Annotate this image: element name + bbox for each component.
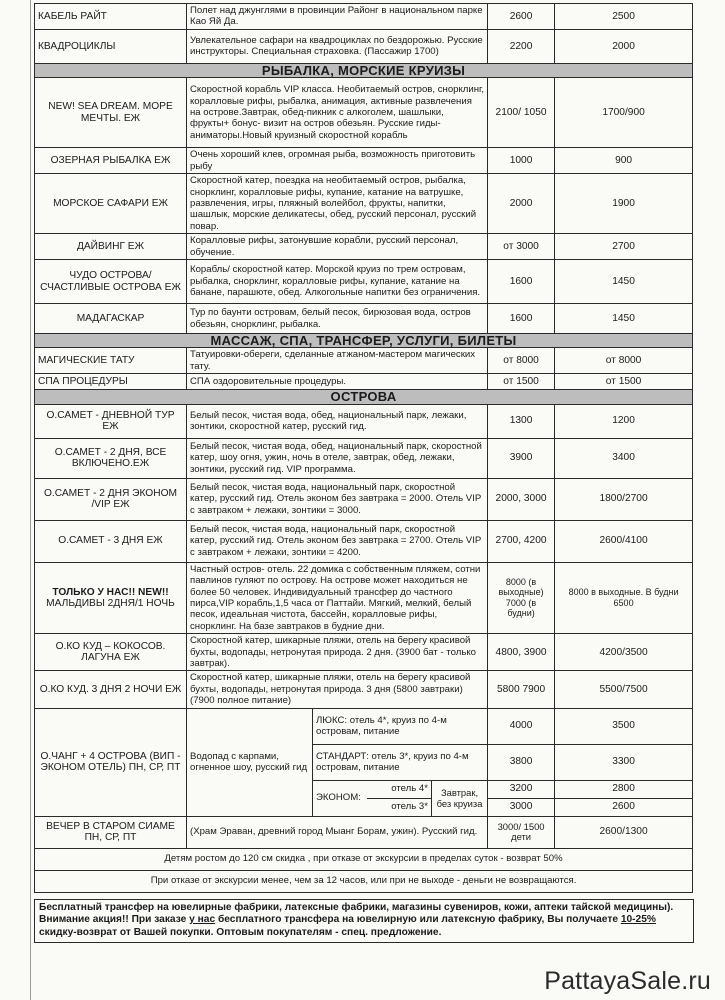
price-2: 2800 bbox=[555, 780, 693, 798]
price-2: от 8000 bbox=[555, 348, 693, 374]
tour-description: Белый песок, чистая вода, обед, национальный парк, скоростной катер, шоу огня, ужин, ночь в отеле, завтрак, обед, лежаки, зонтики, русский гид. VIP программа. bbox=[187, 438, 488, 478]
table-row bbox=[35, 520, 693, 562]
table-row bbox=[35, 438, 693, 478]
section-title: МАССАЖ, СПА, ТРАНСФЕР, УСЛУГИ, БИЛЕТЫ bbox=[35, 334, 693, 348]
tour-name: КАБЕЛЬ РАЙТ bbox=[35, 4, 187, 30]
tour-description: Корабль/ скоростной катер. Морской круиз по трем островам, рыбалка, снорклинг, коралловые рифы, купание, катание на банане, парашюте, обед. Алкогольные напитки без ограничения. bbox=[187, 260, 488, 304]
price-2: 1700/900 bbox=[555, 78, 693, 148]
page-edge-line bbox=[30, 0, 31, 1000]
price-1: 4800, 3900 bbox=[488, 634, 555, 671]
section-massage bbox=[35, 334, 693, 348]
price-2: 2700 bbox=[555, 234, 693, 260]
tour-name: ОЗЕРНАЯ РЫБАЛКА ЕЖ bbox=[35, 148, 187, 174]
price-2: 1800/2700 bbox=[555, 478, 693, 520]
price-1: 2600 bbox=[488, 4, 555, 30]
price-2: 900 bbox=[555, 148, 693, 174]
tour-description: Белый песок, чистая вода, национальный парк, скоростной катер, русский гид. Отель эконом без завтрака = 2700. Отель VIP с завтраком + лежаки, зонтики = 4200. bbox=[187, 520, 488, 562]
refund-note: При отказе от экскурсии менее, чем за 12 часов, или при не выходе - деньги не возвращаются. bbox=[35, 870, 693, 892]
price-2: 2000 bbox=[555, 29, 693, 63]
table-row bbox=[35, 404, 693, 438]
tour-description: Татуировки-обереги, сделанные атжаном-мастером магических тату. bbox=[187, 348, 488, 374]
price-1: 1300 bbox=[488, 404, 555, 438]
price-2: 2600 bbox=[555, 798, 693, 816]
maldives-badge: ТОЛЬКО У НАС!! NEW!! bbox=[52, 586, 169, 598]
price-sheet bbox=[34, 3, 692, 943]
tour-name: О.САМЕТ - 3 ДНЯ ЕЖ bbox=[35, 520, 187, 562]
price-2: 3300 bbox=[555, 744, 693, 780]
price-1: 8000 (в выходные) 7000 (в будни) bbox=[488, 562, 555, 633]
price-1: 1600 bbox=[488, 304, 555, 334]
table-row bbox=[35, 78, 693, 148]
table-row bbox=[35, 348, 693, 374]
tour-name bbox=[35, 562, 187, 633]
promo-underline-1: у нас bbox=[189, 914, 216, 926]
tour-description: Белый песок, чистая вода, обед, национальный парк, лежаки, зонтики, скоростной катер, русский гид. bbox=[187, 404, 488, 438]
price-1: 2200 bbox=[488, 29, 555, 63]
price-2: 1450 bbox=[555, 304, 693, 334]
table-row bbox=[35, 29, 693, 63]
price-2: 2600/1300 bbox=[555, 816, 693, 848]
chang-econom-note: Завтрак, без круиза bbox=[432, 780, 488, 816]
section-title: РЫБАЛКА, МОРСКИЕ КРУИЗЫ bbox=[35, 63, 693, 77]
tour-description: Очень хороший клев, огромная рыба, возможность приготовить рыбу bbox=[187, 148, 488, 174]
tour-description: Частный остров- отель. 22 домика с собственным пляжем, сотни павлинов гуляют по острову. На острове может находиться не более 50 человек. Индивидуальный трансфер до частного пирса,VIP корабль,1,5 часа от Паттайи. Мягкий, мелкий, белый песок, идеальная чистота, бассейн, коралловые рифы, снорклинг. На базе завтраков в будние дни. bbox=[187, 562, 488, 633]
section-islands bbox=[35, 390, 693, 404]
tour-description: Белый песок, чистая вода, национальный парк, скоростной катер, русский гид. Отель эконом без завтрака = 2000. Отель VIP с завтраком + лежаки, зонтики = 3000. bbox=[187, 478, 488, 520]
price-2: 1450 bbox=[555, 260, 693, 304]
tour-name: СПА ПРОЦЕДУРЫ bbox=[35, 374, 187, 390]
section-title: ОСТРОВА bbox=[35, 390, 693, 404]
tour-description: Коралловые рифы, затонувшие корабли, русский персонал, обучение. bbox=[187, 234, 488, 260]
price-2: 5500/7500 bbox=[555, 671, 693, 708]
tour-name: О.ЧАНГ + 4 ОСТРОВА (ВИП - ЭКОНОМ ОТЕЛЬ) ПН, СР, ПТ bbox=[35, 708, 187, 816]
promo-text-2: бесплатного трансфера на ювелирную или латексную фабрику, Вы получаете bbox=[215, 914, 621, 926]
price-1: 3000 bbox=[488, 798, 555, 816]
table-row bbox=[35, 304, 693, 334]
table-row bbox=[35, 708, 693, 744]
chang-standard-option: СТАНДАРТ: отель 3*, круиз по 4-м островам, питание bbox=[313, 744, 488, 780]
tour-description: Скоростной катер, поездка на необитаемый остров, рыбалка, снорклинг, коралловые рифы, купание, катание на ватрушке, развлечения, игры, пляжный волейбол, фрукты, напитки, шашлык, морские деликатесы, обед, русский персонал, русский повар. bbox=[187, 174, 488, 234]
price-2: 8000 в выходные. В будни 6500 bbox=[555, 562, 693, 633]
price-1: 1000 bbox=[488, 148, 555, 174]
note-row bbox=[35, 848, 693, 870]
promo-text-3: скидку-возврат от Вашей покупки. Оптовым покупателям - спец. предложение. bbox=[39, 926, 442, 938]
tour-description: (Храм Эраван, древний город Мыанг Борам, ужин). Русский гид. bbox=[187, 816, 488, 848]
price-1: 5800 7900 bbox=[488, 671, 555, 708]
price-1: 3000/ 1500 дети bbox=[488, 816, 555, 848]
table-row bbox=[35, 562, 693, 633]
tour-name: NEW! SEA DREAM. МОРЕ МЕЧТЫ. ЕЖ bbox=[35, 78, 187, 148]
price-2: 1900 bbox=[555, 174, 693, 234]
tour-name: МАГИЧЕСКИЕ ТАТУ bbox=[35, 348, 187, 374]
price-1: 2000, 3000 bbox=[488, 478, 555, 520]
promo-text-1: Бесплатный трансфер на ювелирные фабрики, латексные фабрики, магазины сувениров, кожи, аптеки тайской медицины). Внимание акция!! При заказе bbox=[39, 901, 674, 926]
price-2: 3500 bbox=[555, 708, 693, 744]
table-row bbox=[35, 374, 693, 390]
price-1: от 3000 bbox=[488, 234, 555, 260]
tour-description: Скоростной катер, шикарные пляжи, отель на берегу красивой бухты, водопады, нетронутая природа. 2 дня. (3900 бат - только завтрак). bbox=[187, 634, 488, 671]
table-row bbox=[35, 478, 693, 520]
tour-description: Скоростной корабль VIP класса. Необитаемый остров, снорклинг, коралловые рифы, рыбалка, анимация, активные развлечения на острове.Завтрак, обед-пикник с алкоголем, шашлыки, фрукты+ бонус- визит на остров обезьян. Русские гиды- аниматоры.Новый круизный скоростной корабль bbox=[187, 78, 488, 148]
price-table bbox=[34, 3, 693, 893]
note-row bbox=[35, 870, 693, 892]
price-1: 2000 bbox=[488, 174, 555, 234]
tour-name: ДАЙВИНГ ЕЖ bbox=[35, 234, 187, 260]
price-2: 4200/3500 bbox=[555, 634, 693, 671]
price-1: 2100/ 1050 bbox=[488, 78, 555, 148]
price-2: 1200 bbox=[555, 404, 693, 438]
price-1: 2700, 4200 bbox=[488, 520, 555, 562]
price-1: от 8000 bbox=[488, 348, 555, 374]
tour-name: О.САМЕТ - 2 ДНЯ, ВСЕ ВКЛЮЧЕНО.ЕЖ bbox=[35, 438, 187, 478]
price-1: 4000 bbox=[488, 708, 555, 744]
section-fishing bbox=[35, 63, 693, 77]
tour-description: Скоростной катер, шикарные пляжи, отель на берегу красивой бухты, водопады, нетронутая природа. 3 дня (5800 завтраки) (7900 полное питание) bbox=[187, 671, 488, 708]
children-discount-note: Детям ростом до 120 см скидка , при отказе от экскурсии в пределах суток - возврат 50% bbox=[35, 848, 693, 870]
price-2: от 1500 bbox=[555, 374, 693, 390]
tour-description: Полет над джунглями в провинции Районг в национальном парке Као Яй Да. bbox=[187, 4, 488, 30]
price-1: 3800 bbox=[488, 744, 555, 780]
tour-description: СПА оздоровительные процедуры. bbox=[187, 374, 488, 390]
tour-description: Увлекательное сафари на квадроциклах по бездорожью. Русские инструкторы. Специальная страховка. (Пассажир 1700) bbox=[187, 29, 488, 63]
table-row bbox=[35, 148, 693, 174]
tour-name: МАДАГАСКАР bbox=[35, 304, 187, 334]
tour-name: МОРСКОЕ САФАРИ ЕЖ bbox=[35, 174, 187, 234]
table-row bbox=[35, 174, 693, 234]
table-row bbox=[35, 671, 693, 708]
maldives-title: МАЛЬДИВЫ 2ДНЯ/1 НОЧЬ bbox=[46, 597, 175, 609]
table-row bbox=[35, 234, 693, 260]
tour-name: ВЕЧЕР В СТАРОМ СИАМЕ ПН, СР, ПТ bbox=[35, 816, 187, 848]
chang-econom-label: ЭКОНОМ: bbox=[313, 780, 367, 816]
promo-underline-2: 10-25% bbox=[620, 914, 656, 926]
chang-lux-option: ЛЮКС: отель 4*, круиз по 4-м островам, питание bbox=[313, 708, 488, 744]
tour-name: ЧУДО ОСТРОВА/СЧАСТЛИВЫЕ ОСТРОВА ЕЖ bbox=[35, 260, 187, 304]
chang-econom-hotel3: отель 3* bbox=[367, 798, 432, 816]
table-row bbox=[35, 4, 693, 30]
price-1: от 1500 bbox=[488, 374, 555, 390]
tour-name: О.САМЕТ - 2 ДНЯ ЭКОНОМ /VIP ЕЖ bbox=[35, 478, 187, 520]
tour-name: О.САМЕТ - ДНЕВНОЙ ТУР ЕЖ bbox=[35, 404, 187, 438]
promo-footer bbox=[34, 899, 694, 944]
chang-common-description: Водопад с карпами, огненное шоу, русский гид bbox=[187, 708, 313, 816]
table-row bbox=[35, 634, 693, 671]
price-1: 3900 bbox=[488, 438, 555, 478]
tour-name: О.КО КУД. 3 ДНЯ 2 НОЧИ ЕЖ bbox=[35, 671, 187, 708]
price-1: 3200 bbox=[488, 780, 555, 798]
watermark: PattayaSale.ru bbox=[544, 967, 711, 995]
tour-name: КВАДРОЦИКЛЫ bbox=[35, 29, 187, 63]
tour-name: О.КО КУД – КОКОСОВ. ЛАГУНА ЕЖ bbox=[35, 634, 187, 671]
price-2: 2500 bbox=[555, 4, 693, 30]
table-row bbox=[35, 816, 693, 848]
price-2: 2600/4100 bbox=[555, 520, 693, 562]
table-row bbox=[35, 260, 693, 304]
price-2: 3400 bbox=[555, 438, 693, 478]
tour-description: Тур по баунти островам, белый песок, бирюзовая вода, остров обезьян, снорклинг, рыбалка. bbox=[187, 304, 488, 334]
chang-econom-hotel4: отель 4* bbox=[367, 780, 432, 798]
price-1: 1600 bbox=[488, 260, 555, 304]
